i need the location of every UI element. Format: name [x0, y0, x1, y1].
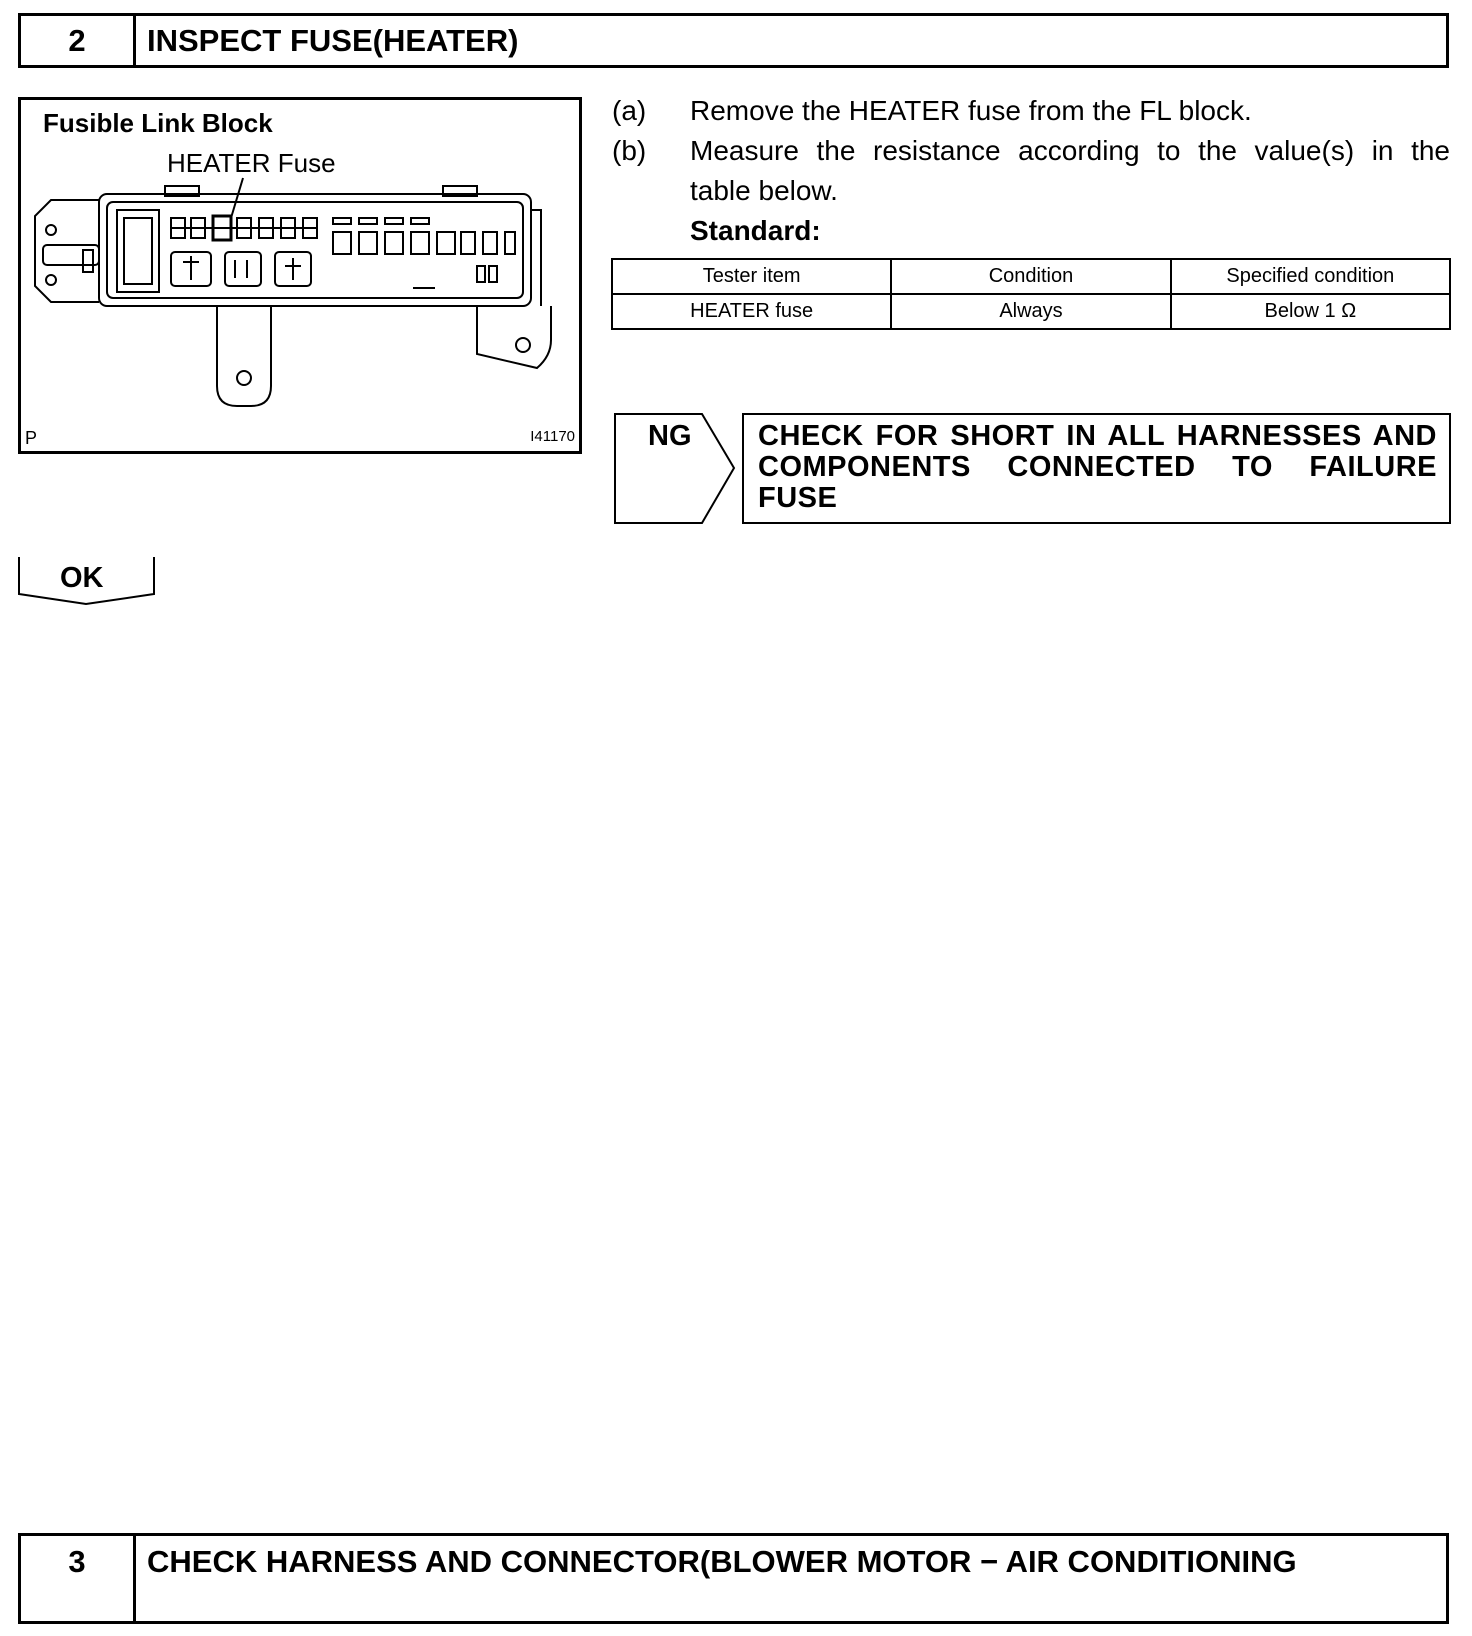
table-row: [612, 294, 1450, 329]
specification-table: [611, 258, 1451, 330]
step-3-header: [18, 1533, 1449, 1624]
standard-label: Standard:: [690, 215, 821, 246]
ng-label: NG: [648, 420, 692, 452]
table-cell: Below 1 Ω: [1171, 294, 1450, 329]
figure-corner-mark: P: [25, 428, 38, 448]
table-cell: HEATER fuse: [612, 294, 891, 329]
step-title: CHECK HARNESS AND CONNECTOR(BLOWER MOTOR − AIR CONDITIONING: [147, 1544, 1297, 1579]
instruction-a: [612, 91, 1452, 131]
step-title: INSPECT FUSE(HEATER): [147, 23, 519, 58]
figure-title: Fusible Link Block: [43, 108, 273, 138]
instruction-b: [612, 131, 1452, 211]
figure-code: I41170: [530, 428, 575, 445]
step-number: 3: [21, 1536, 136, 1621]
instruction-marker: (a): [612, 95, 647, 126]
instruction-text-continued: table below.: [690, 175, 838, 206]
instruction-marker: (b): [612, 135, 647, 166]
table-cell: Always: [891, 294, 1170, 329]
instruction-text: Measure the resistance according to the value(s) in the: [690, 135, 1450, 166]
heater-fuse-callout: HEATER Fuse: [167, 148, 336, 178]
fusible-link-block-illustration: [18, 97, 582, 454]
table-header-cell: Specified condition: [1171, 259, 1450, 294]
ok-label: OK: [60, 562, 104, 594]
table-header-row: [612, 259, 1450, 294]
step-number: 2: [21, 16, 136, 65]
instruction-text: Remove the HEATER fuse from the FL block.: [690, 95, 1252, 126]
table-header-cell: Tester item: [612, 259, 891, 294]
table-header-cell: Condition: [891, 259, 1170, 294]
ng-action-box: CHECK FOR SHORT IN ALL HARNESSES AND COMPONENTS CONNECTED TO FAILURE FUSE: [742, 413, 1451, 524]
step-2-header: [18, 13, 1449, 68]
